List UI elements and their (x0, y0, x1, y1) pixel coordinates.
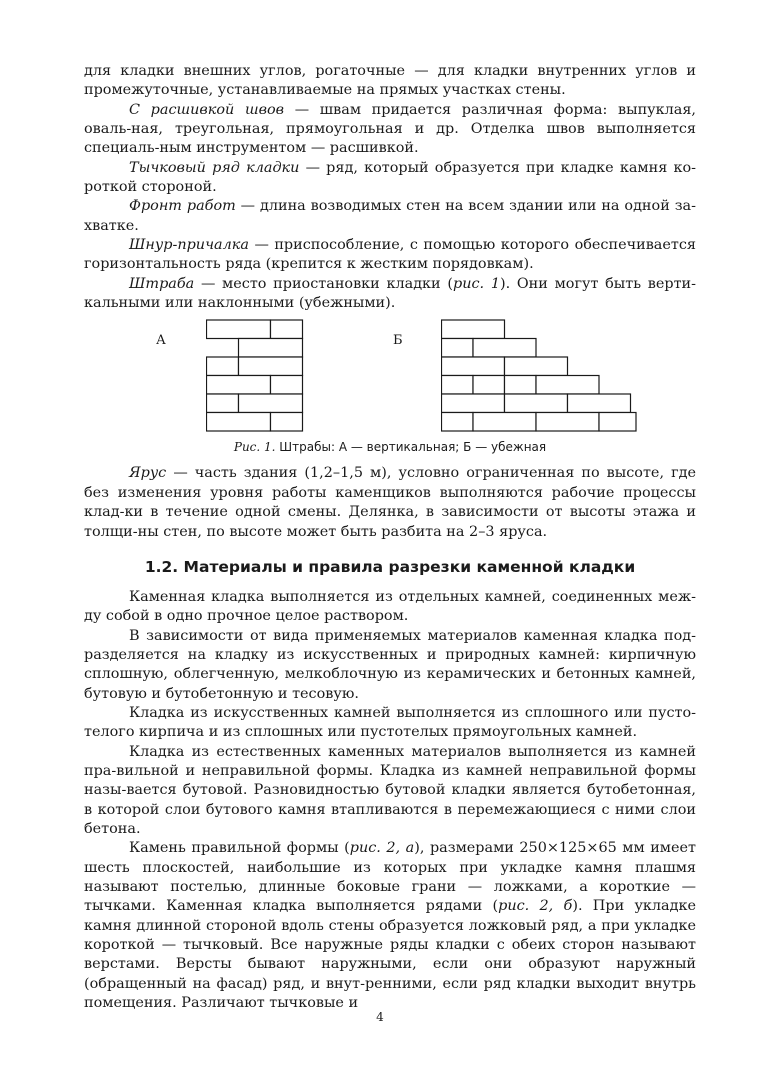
paragraph-masonry-types: В зависимости от вида применяемых материалов каменная кладка под-разделяется на кладку из искусственных и природных камней: кирпичную сплошную, облегченную, мелкоблочную из керамических и бетонных камней, бутовую и бутобетонную и тесовую. (84, 627, 696, 702)
figure-reference: рис. 2, а (349, 840, 415, 857)
paragraph-text: Камень правильной формы ( (129, 840, 350, 857)
paragraph-work-front (84, 197, 696, 236)
paragraph-text: — приспособление, с помощью которого обеспечивается горизонтальность ряда (крепится к жестким порядовкам). (84, 237, 696, 273)
term-tier: Ярус (129, 465, 167, 482)
caption-label: Рис. 1. (233, 440, 276, 455)
page-number: 4 (376, 1010, 384, 1024)
paragraph-toothing (84, 275, 696, 314)
vertical-toothing-drawing (206, 319, 306, 437)
caption-text: Штрабы: А — вертикальная; Б — убежная (275, 440, 547, 455)
paragraph-text: ). Они могут быть верти-кальными или наклонными (убежными). (84, 275, 696, 312)
term-toothing: Штраба (129, 275, 195, 292)
figure-label-b: Б (393, 333, 404, 349)
figure-label-a: А (156, 333, 167, 349)
figure-caption (84, 440, 696, 454)
section-heading: 1.2. Материалы и правила разрезки каменной кладки (144, 557, 636, 576)
paragraph-corner-posts (84, 62, 696, 101)
paragraph-mason-line (84, 236, 696, 275)
paragraph-tier (84, 464, 696, 541)
paragraph-regular-stone (84, 839, 696, 1013)
paragraph-header-row (84, 159, 696, 198)
figure-toothing (84, 319, 696, 437)
paragraph-text: ). При укладке камня длинной стороной вдоль стены образуется ложковый ряд, а при укладке короткой — тычковый. Все наружные ряды кладки с обеих сторон называют верстами. Версты бывают наружными, если они образуют наружный (обращенный на фасад) ряд, и внут-ренними, если ряд кладки выходит внутрь помещения. Различают тычковые и (84, 898, 697, 1012)
term-work-front: Фронт работ (129, 198, 236, 215)
paragraph-text: ), размерами 250×125×65 мм имеет шесть плоскостей, наибольшие из которых при укладке камня плашмя называют постелью, длинные боковые грани — ложками, а короткие — тычками. Каменная кладка выполняется рядами ( (84, 840, 696, 915)
paragraph-text: — место приостановки кладки ( (194, 275, 453, 292)
document-page (84, 62, 696, 1013)
term-mason-line: Шнур-причалка (129, 237, 249, 254)
paragraph-natural-stone: Кладка из естественных каменных материалов выполняется из камней пра-вильной и неправильной формы. Кладка из камней неправильной формы назы-вается бутовой. Разновидностью бутовой кладки является бутобетонная, в которой слои бутового камня втапливаются в перемежающиеся с ними слои бетона. (84, 743, 696, 837)
paragraph-text: — ряд, который образуется при кладке камня ко-роткой стороной. (84, 159, 696, 196)
paragraph-masonry-definition: Каменная кладка выполняется из отдельных камней, соединенных меж-ду собой в одно прочное целое раствором. (84, 588, 696, 625)
paragraph-text: — часть здания (1,2–1,5 м), условно ограниченная по высоте, где без изменения уровня работы каменщиков выполняются рабочие процессы клад-ки в течение одной смены. Делянка, в зависимости от высоты этажа и толщи-ны стен, по высоте может быть разбита на 2–3 яруса. (84, 465, 696, 540)
figure-reference: рис. 2, б (498, 898, 573, 915)
term-header-row: Тычковый ряд кладки (129, 159, 300, 176)
paragraph-text: — швам придается различная форма: выпуклая, оваль-ная, треугольная, прямоугольная и др. Отделка швов выполняется специаль-ным инструментом — расшивкой. (84, 101, 697, 157)
paragraph-artificial-stone: Кладка из искусственных камней выполняется из сплошного или пусто-телого кирпича и из сплошных или пустотелых прямоугольных камней. (84, 704, 696, 741)
paragraph-text: — длина возводимых стен на всем здании или на одной за-хватке. (84, 198, 696, 234)
paragraph-jointing (84, 101, 696, 159)
figure-reference: рис. 1 (452, 275, 500, 292)
raking-toothing-drawing (441, 319, 641, 437)
term-jointing: С расшивкой швов (129, 101, 285, 118)
paragraph-text: для кладки внешних углов, рогаточные — для кладки внутренних углов и промежуточные, устанавливаемые на прямых участках стены. (84, 63, 696, 99)
